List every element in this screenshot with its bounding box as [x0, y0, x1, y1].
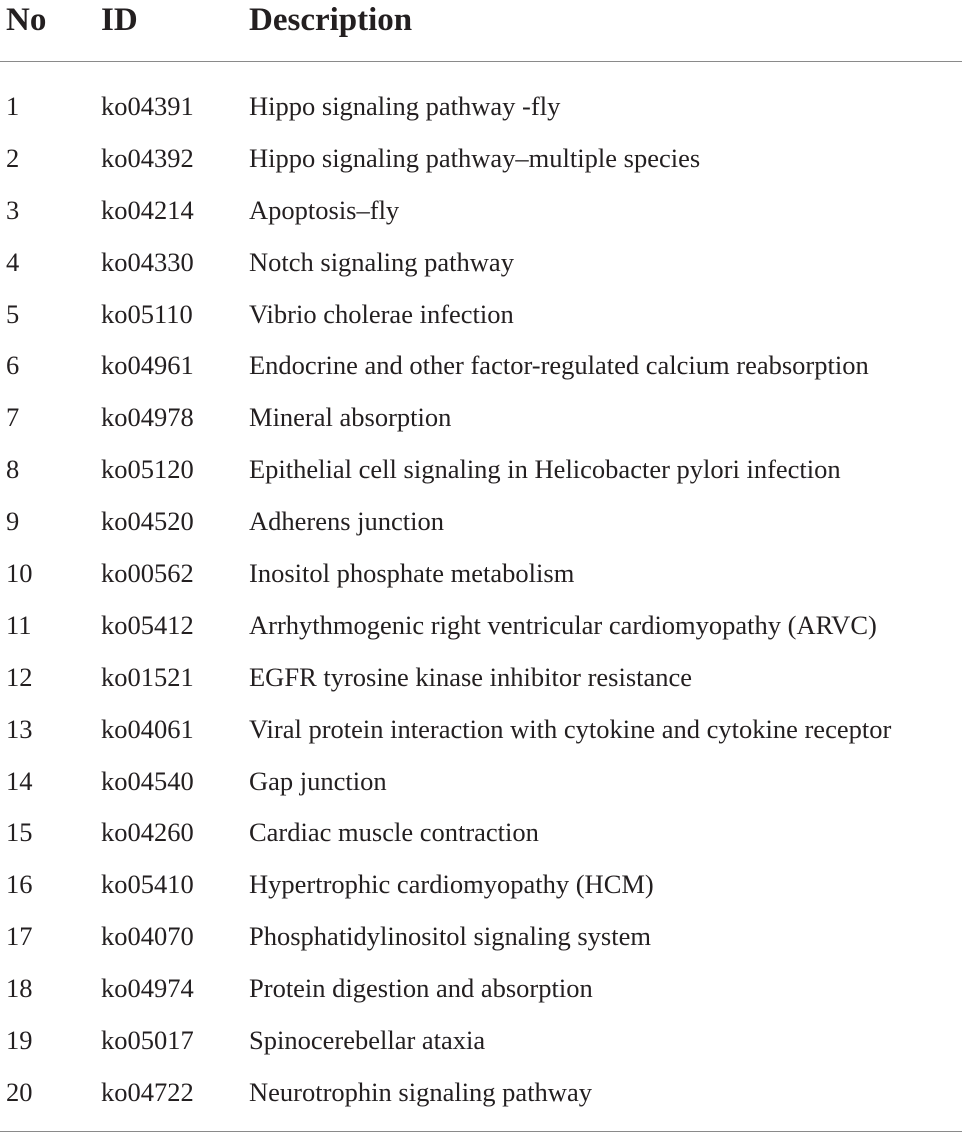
- cell-no: 19: [6, 1025, 33, 1056]
- cell-description: Vibrio cholerae infection: [249, 298, 514, 329]
- cell-id: ko04974: [101, 973, 194, 1004]
- table-body: [0, 82, 968, 1120]
- table-header-row: [0, 0, 968, 40]
- cell-description: Spinocerebellar ataxia: [249, 1025, 486, 1056]
- cell-description: Neurotrophin signaling pathway: [249, 1076, 592, 1107]
- cell-description: Apoptosis–fly: [249, 194, 400, 225]
- cell-no: 17: [6, 921, 33, 952]
- table-row: [0, 186, 968, 238]
- header-description: Description: [249, 2, 413, 38]
- cell-id: ko04061: [101, 713, 194, 744]
- cell-id: ko04260: [101, 817, 194, 848]
- table-row: [0, 601, 968, 653]
- header-id: ID: [101, 2, 138, 38]
- cell-id: ko04392: [101, 142, 194, 173]
- cell-description: Hypertrophic cardiomyopathy (HCM): [249, 869, 654, 900]
- cell-description: Cardiac muscle contraction: [249, 817, 539, 848]
- cell-no: 11: [6, 609, 32, 640]
- table-row: [0, 393, 968, 445]
- cell-id: ko04961: [101, 350, 194, 381]
- cell-description: Hippo signaling pathway -fly: [249, 91, 561, 121]
- cell-id: ko00562: [101, 558, 194, 589]
- cell-no: 14: [6, 765, 33, 796]
- table-bottom-rule: [0, 1131, 962, 1132]
- cell-description: Gap junction: [249, 765, 387, 796]
- cell-no: 3: [6, 194, 20, 225]
- cell-description: Hippo signaling pathway–multiple species: [249, 142, 701, 173]
- cell-no: 5: [6, 298, 20, 329]
- cell-id: ko04070: [101, 921, 194, 952]
- table-row: [0, 964, 968, 1016]
- cell-no: 20: [6, 1076, 33, 1107]
- cell-description: Mineral absorption: [249, 402, 452, 433]
- cell-description: Notch signaling pathway: [249, 246, 514, 277]
- table-row: [0, 549, 968, 601]
- table-row: [0, 757, 968, 809]
- cell-no: 12: [6, 661, 33, 692]
- header-divider: [0, 61, 962, 62]
- cell-id: ko04520: [101, 506, 194, 537]
- table-row: [0, 653, 968, 705]
- cell-no: 10: [6, 558, 33, 589]
- cell-no: 13: [6, 713, 33, 744]
- cell-id: ko05120: [101, 454, 194, 485]
- cell-no: 1: [6, 91, 20, 121]
- cell-id: ko04391: [101, 91, 194, 121]
- table-row: [0, 238, 968, 290]
- cell-no: 6: [6, 350, 20, 381]
- cell-description: Inositol phosphate metabolism: [249, 558, 575, 589]
- cell-no: 2: [6, 142, 20, 173]
- cell-id: ko04722: [101, 1076, 194, 1107]
- cell-no: 8: [6, 454, 20, 485]
- table-row: [0, 290, 968, 342]
- table-row: [0, 134, 968, 186]
- table-row: [0, 860, 968, 912]
- cell-description: Phosphatidylinositol signaling system: [249, 921, 651, 952]
- cell-no: 7: [6, 402, 20, 433]
- cell-id: ko04330: [101, 246, 194, 277]
- cell-description: Protein digestion and absorption: [249, 973, 593, 1004]
- cell-id: ko04540: [101, 765, 194, 796]
- cell-id: ko05017: [101, 1025, 194, 1056]
- table-row: [0, 497, 968, 549]
- header-no: No: [6, 2, 47, 38]
- cell-description: Viral protein interaction with cytokine and cytokine receptor: [249, 713, 892, 744]
- cell-description: Endocrine and other factor-regulated calcium reabsorption: [249, 350, 869, 381]
- cell-id: ko05410: [101, 869, 194, 900]
- table-row: [0, 808, 968, 860]
- table-row: [0, 705, 968, 757]
- cell-description: EGFR tyrosine kinase inhibitor resistance: [249, 661, 693, 692]
- cell-description: Epithelial cell signaling in Helicobacter pylori infection: [249, 454, 841, 485]
- cell-no: 15: [6, 817, 33, 848]
- table-row: [0, 341, 968, 393]
- cell-description: Arrhythmogenic right ventricular cardiomyopathy (ARVC): [249, 609, 877, 640]
- cell-id: ko05110: [101, 298, 193, 329]
- cell-no: 4: [6, 246, 20, 277]
- cell-description: Adherens junction: [249, 506, 445, 537]
- cell-no: 18: [6, 973, 33, 1004]
- table-row: [0, 1016, 968, 1068]
- cell-id: ko04978: [101, 402, 194, 433]
- table-row: [0, 912, 968, 964]
- table-row: [0, 445, 968, 497]
- table-row: [0, 1068, 968, 1120]
- cell-no: 9: [6, 506, 20, 537]
- cell-no: 16: [6, 869, 33, 900]
- cell-id: ko04214: [101, 194, 194, 225]
- cell-id: ko05412: [101, 609, 194, 640]
- table-row: [0, 82, 968, 134]
- cell-id: ko01521: [101, 661, 194, 692]
